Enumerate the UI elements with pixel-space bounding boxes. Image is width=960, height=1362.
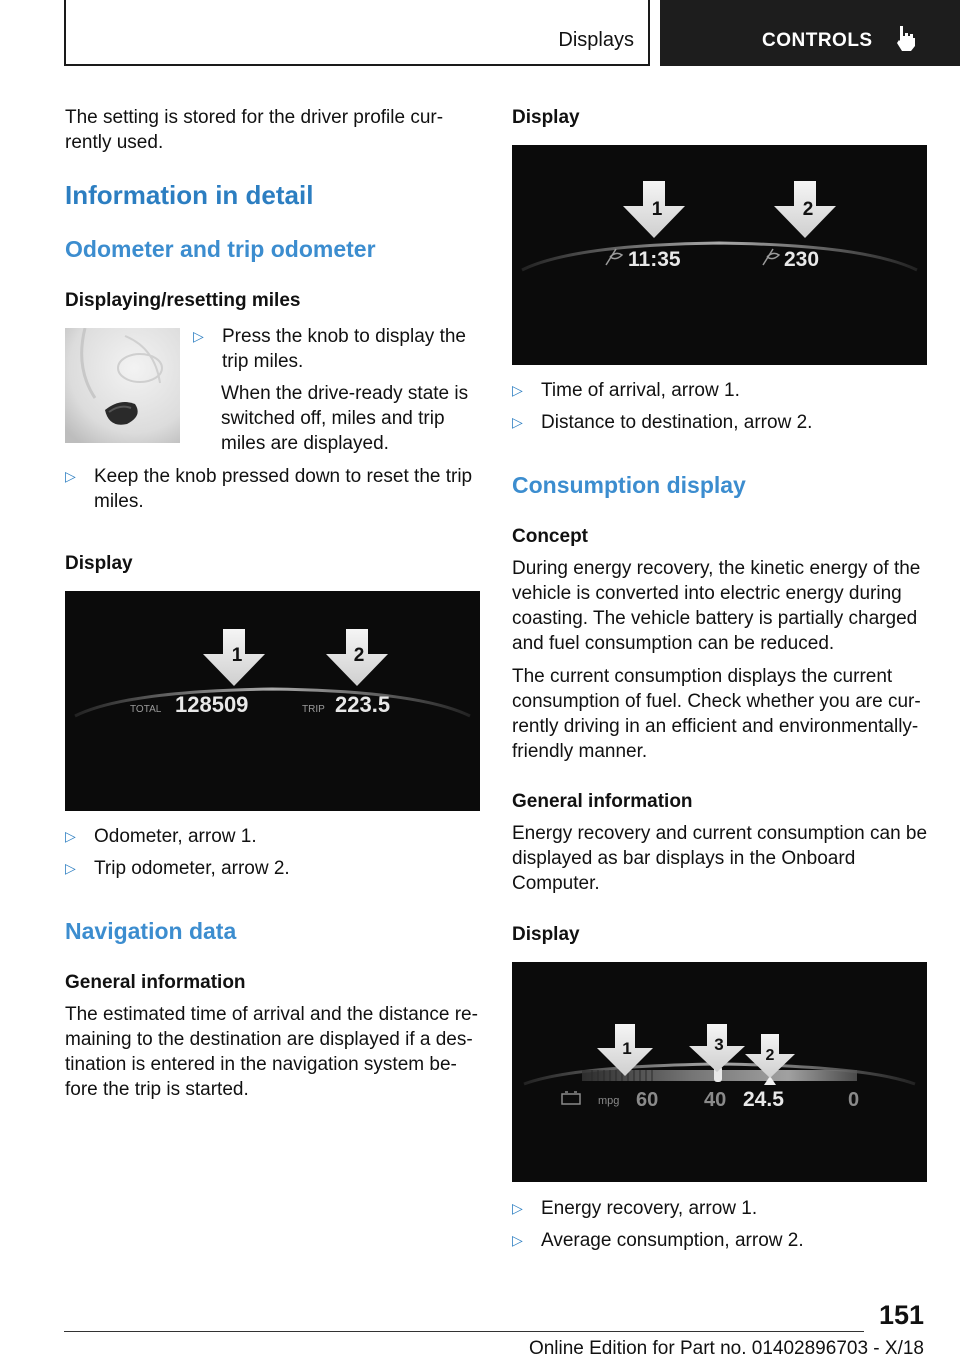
heading-nav-general: General information [65,972,246,993]
nav-bullet-1: ▷ Time of arrival, arrow 1. [512,380,740,401]
heading-resetting: Displaying/resetting miles [65,290,301,311]
heading-concept: Concept [512,526,588,547]
header-section: Displays [558,29,634,51]
bullet-triangle-icon: ▷ [65,860,76,876]
bullet-triangle-icon: ▷ [512,382,523,398]
edition-footer: Online Edition for Part no. 01402896703 - X/18 [528,1338,924,1359]
arrow-1 [623,181,685,238]
navigation-display-image [512,145,927,365]
concept-text: During energy recovery, the kinetic energy of the vehicle is converted into electric energy during coasting. The vehicle battery is partially charged and fuel consumption can be reduced. [512,558,921,654]
nav-bullet-2: ▷ Distance to destination, arrow 2. [512,412,813,433]
svg-text:2: 2 [353,645,365,666]
cons-bullet-2: ▷ Average consumption, arrow 2. [512,1230,804,1251]
page-number: 151 [878,1300,924,1330]
svg-text:1: 1 [231,645,243,666]
heading-general: General information [512,791,693,812]
distance-value: 230 [784,248,820,271]
bullet-triangle-icon: ▷ [512,414,523,430]
bullet-triangle-icon: ▷ [65,468,76,484]
knob-bullet-reset: ▷ Keep the knob pressed down to reset the trip miles. [65,466,473,512]
pointing-hand-icon [894,24,918,52]
general-text: Energy recovery and current consumption can be displayed as bar displays in the Onboard Computer. [512,823,928,894]
flag-icon [606,249,622,265]
nav-text: The estimated time of arrival and the distance re-maining to the destination are displayed if a des-tination is entered in the navigation system be-fore the trip is started. [65,1004,478,1100]
current-consumption-text: The current consumption displays the current consumption of fuel. Check whether you are cur-rently driving in an efficient and environmentally-friendly manner. [512,666,921,762]
bullet-triangle-icon: ▷ [512,1232,523,1248]
total-value: 128509 [175,692,249,717]
svg-text:1: 1 [651,199,663,220]
display-label-consumption: Display [512,924,580,945]
arrow-1 [203,629,265,686]
bullet-triangle-icon: ▷ [512,1200,523,1216]
knob-bullet-display: ▷ Press the knob to display the trip miles. [193,326,466,372]
intro-text: The setting is stored for the driver profile cur-rently used. [65,107,444,153]
arrival-time-value: 11:35 [628,248,681,271]
knob-photo [65,328,180,443]
consumption-display-image [512,962,927,1182]
display-label-nav: Display [512,107,580,128]
heading-odometer: Odometer and trip odometer [65,236,376,262]
svg-text:3: 3 [714,1035,724,1054]
arrow-2 [774,181,836,238]
heading-navigation-data: Navigation data [65,918,237,944]
consumption-value: 24.5 [743,1088,784,1111]
flag-icon [763,249,779,265]
cons-bullet-1: ▷ Energy recovery, arrow 1. [512,1198,758,1219]
svg-text:2: 2 [765,1047,775,1064]
odo-bullet-2: ▷ Trip odometer, arrow 2. [65,858,290,879]
scale-60: 60 [636,1089,659,1111]
scale-0: 0 [848,1089,860,1111]
heading-information-in-detail: Information in detail [65,180,314,210]
odometer-display-image [65,591,480,811]
svg-text:1: 1 [622,1039,632,1058]
heading-consumption-display: Consumption display [512,472,746,498]
bullet-triangle-icon: ▷ [193,328,204,344]
scale-40: 40 [704,1089,727,1111]
bullet-triangle-icon: ▷ [65,828,76,844]
battery-icon [562,1092,580,1104]
knob-note: When the drive-ready state is switched off, miles and trip miles are displayed. [221,383,469,454]
arrow-2 [326,629,388,686]
footer-divider [64,1331,864,1332]
unit-label: mpg [598,1095,620,1107]
total-label: TOTAL [130,704,162,715]
header-chapter-tab [660,0,960,66]
display-label-odometer: Display [65,553,133,574]
header-chapter: CONTROLS [762,30,873,51]
svg-text:2: 2 [802,199,814,220]
trip-label: TRIP [302,704,325,715]
odo-bullet-1: ▷ Odometer, arrow 1. [65,826,257,847]
header-section-tab [64,0,650,66]
trip-value: 223.5 [335,692,391,717]
